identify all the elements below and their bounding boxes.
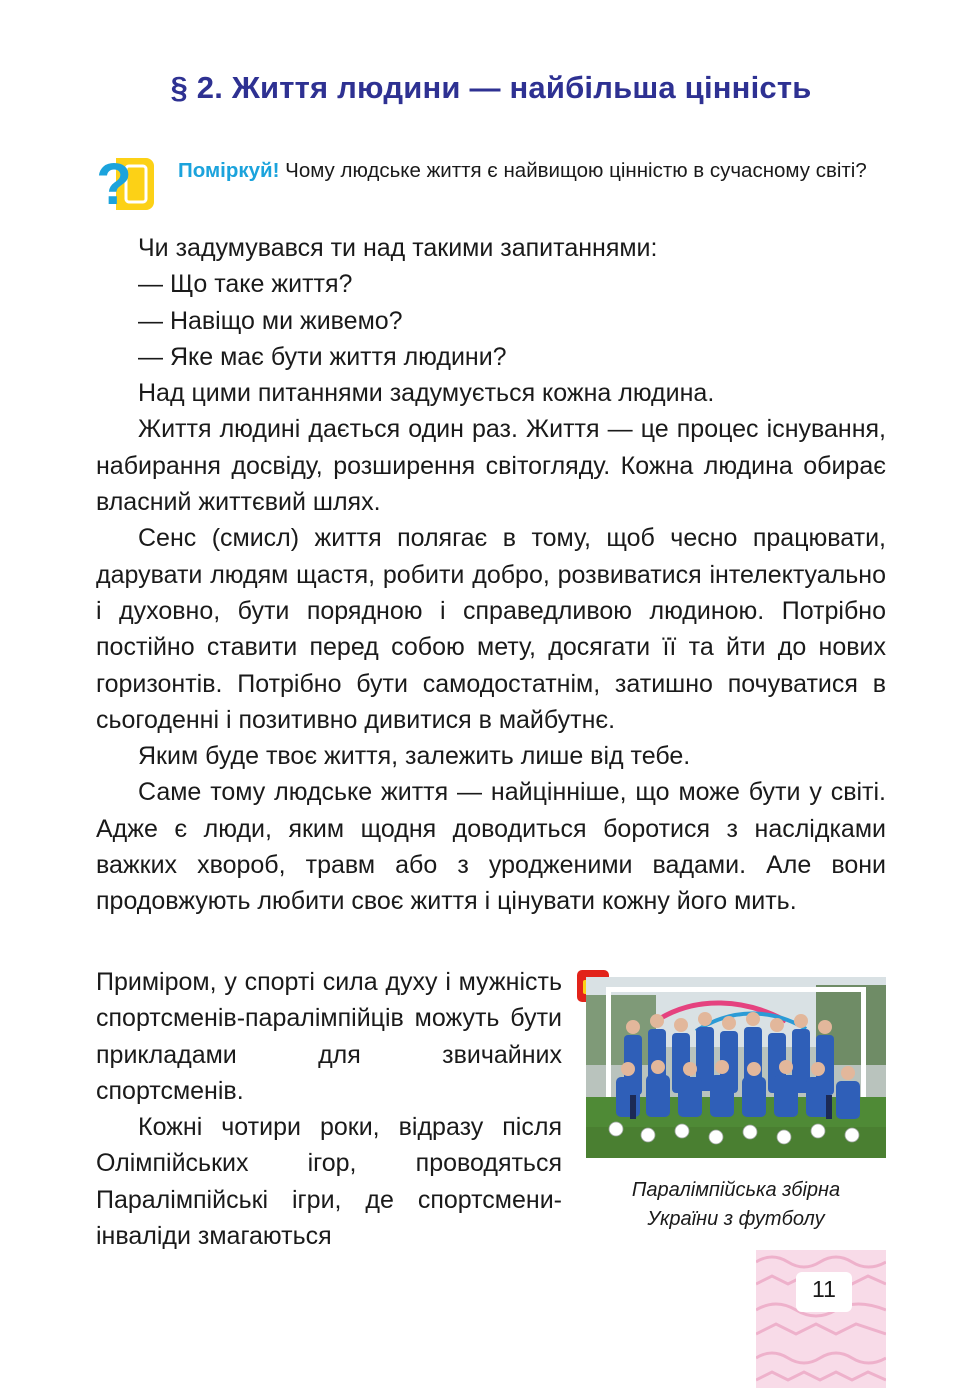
section-heading: § 2. Життя людини — найбільша цінність — [170, 70, 812, 105]
think-prompt — [178, 156, 886, 186]
page-number: 11 — [812, 1276, 836, 1302]
think-label: Поміркуй! — [178, 159, 280, 182]
think-question: Чому людське життя є найвищою цінністю в сучасному світі? — [279, 159, 867, 182]
paragraph-sport: Приміром, у спорті сила духу і мужність спортсменів-паралімпійців можуть бути прикладами для звичайних спортсменів. — [96, 968, 562, 1105]
caption-line-1: Паралімпійська збірна — [631, 1179, 841, 1201]
caption-line-2: України з футболу — [647, 1208, 825, 1230]
question-line-3: — Яке має бути життя людини? — [138, 342, 507, 371]
wrap-text — [96, 964, 562, 1254]
photo-caption — [586, 1176, 886, 1234]
paragraph-everyone: Над цими питаннями задумується кожна людина. — [138, 379, 715, 408]
decorative-ornament — [756, 1250, 886, 1388]
paragraph-life-once: Життя людині дається один раз. Життя — це процес існування, набирання досвіду, розширення світогляду. Кожна людина обирає власний життєвий шлях. — [96, 415, 886, 517]
paragraph-meaning: Сенс (смисл) життя полягає в тому, щоб чесно працювати, дарувати людям щастя, робити добро, розвиватися інтелектуально і духовно, бути порядною і справедливою людиною. Потрібно постійно ставити перед собою мету, досягати її та йти до нових горизонтів. Потрібно бути самодостатнім, затишно почуватися в сьогоденні і позитивно дивитися в майбутнє. — [96, 524, 886, 734]
question-line-1: — Що таке життя? — [138, 270, 353, 299]
main-text — [96, 230, 886, 920]
paragraph-paralympics: Кожні чотири роки, відразу після Олімпійських ігор, проводяться Паралімпійські ігри, де спортсмени-інваліди змагаються — [96, 1113, 562, 1251]
question-line-2: — Навіщо ми живемо? — [138, 306, 403, 335]
paragraph-depends: Яким буде твоє життя, залежить лише від тебе. — [138, 742, 691, 771]
paragraph-most-valuable: Саме тому людське життя — найцінніше, що може бути у світі. Адже є люди, яким щодня доводиться боротися з наслідками важких хвороб, травм або з уродженими вадами. Але вони продовжують любити своє життя і цінувати кожну його мить. — [96, 778, 886, 916]
team-photo — [586, 977, 886, 1158]
svg-text:?: ? — [96, 156, 132, 212]
question-icon — [96, 156, 156, 212]
paragraph-intro: Чи задумувався ти над такими запитаннями: — [138, 234, 658, 262]
